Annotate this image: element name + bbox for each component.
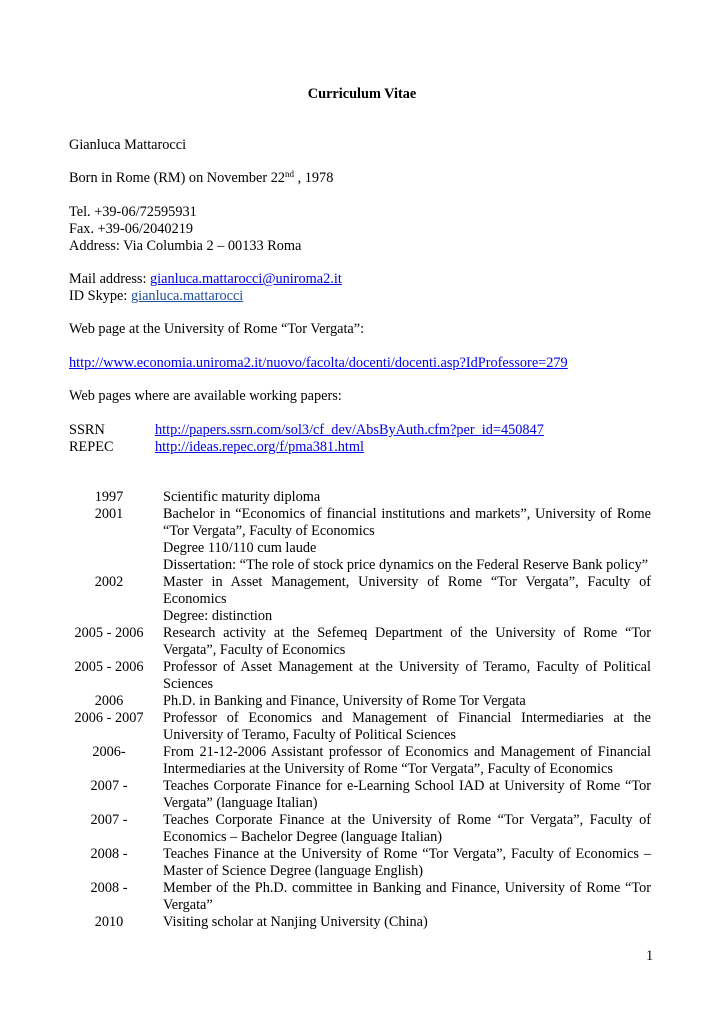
page-number: 1: [646, 948, 654, 964]
timeline-description: [163, 574, 651, 625]
full-name: [69, 137, 669, 154]
timeline-line: Bachelor in “Economics of financial institutions and markets”, University of Rome “Tor Vergata”, Faculty of Economics: [163, 506, 651, 539]
skype-link[interactable]: gianluca.mattarocci: [130, 288, 244, 304]
timeline-description: [163, 744, 651, 778]
timeline-year: 2006-: [92, 744, 126, 760]
document-title: Curriculum Vitae: [307, 86, 417, 102]
working-paper-row: [69, 439, 669, 456]
timeline-row: [69, 506, 651, 574]
timeline-year: 2007 -: [90, 778, 128, 794]
timeline-year: 2002: [94, 574, 124, 590]
telephone: Tel. +39-06/72595931: [69, 204, 197, 220]
webpage-label-text: Web page at the University of Rome “Tor Vergata”:: [69, 321, 365, 337]
timeline-year: 2005 - 2006: [74, 625, 144, 641]
timeline-description: [163, 880, 651, 914]
mail-link[interactable]: gianluca.mattarocci@uniroma2.it: [150, 271, 342, 287]
timeline-line: Visiting scholar at Nanjing University (China): [163, 914, 428, 930]
working-paper-link[interactable]: http://papers.ssrn.com/sol3/cf_dev/AbsByAuth.cfm?per_id=450847: [155, 422, 544, 438]
timeline-year: 2001: [94, 506, 124, 522]
timeline-line: Degree 110/110 cum laude: [163, 540, 317, 556]
timeline-year: 1997: [94, 489, 124, 505]
online-contacts: [69, 271, 669, 305]
address: Address: Via Columbia 2 – 00133 Roma: [69, 238, 302, 254]
timeline-description: [163, 846, 651, 880]
timeline-line: Master in Asset Management, University of Rome “Tor Vergata”, Faculty of Economics: [163, 574, 651, 607]
timeline-line: Degree: distinction: [163, 608, 273, 624]
timeline-row: [69, 574, 651, 625]
timeline-description: [163, 914, 651, 931]
timeline-description: [163, 659, 651, 693]
timeline-line: Research activity at the Sefemeq Department of the University of Rome “Tor Vergata”, Faculty of Economics: [163, 625, 651, 658]
timeline-row: [69, 659, 651, 693]
timeline-description: [163, 710, 651, 744]
working-paper-source: REPEC: [69, 439, 114, 455]
working-papers-label: [69, 388, 669, 405]
timeline-row: [69, 693, 651, 710]
timeline-description: [163, 778, 651, 812]
timeline-year: 2006 - 2007: [74, 710, 144, 726]
birth-text: Born in Rome (RM) on November 22: [69, 170, 286, 186]
timeline-line: Teaches Corporate Finance for e-Learning School IAD at University of Rome “Tor Vergata” (language Italian): [163, 778, 651, 811]
timeline-row: [69, 914, 651, 931]
timeline-line: Teaches Finance at the University of Rome “Tor Vergata”, Faculty of Economics – Master of Science Degree (language English): [163, 846, 651, 879]
working-paper-source: SSRN: [69, 422, 105, 438]
timeline-line: Member of the Ph.D. committee in Banking and Finance, University of Rome “Tor Vergata”: [163, 880, 651, 913]
timeline-line: From 21-12-2006 Assistant professor of Economics and Management of Financial Intermediaries at the University of Rome “Tor Vergata”, Faculty of Economics: [163, 744, 651, 777]
timeline-description: [163, 812, 651, 846]
timeline-line: Teaches Corporate Finance at the University of Rome “Tor Vergata”, Faculty of Economics – Bachelor Degree (language Italian): [163, 812, 651, 845]
webpage-url: [69, 355, 669, 372]
birth-info: [69, 170, 669, 187]
timeline-year: 2006: [94, 693, 124, 709]
skype-label: ID Skype:: [69, 288, 131, 304]
timeline-row: [69, 812, 651, 846]
timeline-year: 2008 -: [90, 846, 128, 862]
mail-label: Mail address:: [69, 271, 150, 287]
timeline-year: 2010: [94, 914, 124, 930]
timeline-line: Ph.D. in Banking and Finance, University of Rome Tor Vergata: [163, 693, 526, 709]
timeline-description: [163, 489, 651, 506]
timeline-row: [69, 778, 651, 812]
timeline-row: [69, 489, 651, 506]
timeline-line: Scientific maturity diploma: [163, 489, 321, 505]
timeline-row: [69, 880, 651, 914]
fax: Fax. +39-06/2040219: [69, 221, 194, 237]
timeline-line: Professor of Economics and Management of Financial Intermediaries at the University of Teramo, Faculty of Political Sciences: [163, 710, 651, 743]
birth-ordinal: nd: [285, 169, 295, 179]
timeline-line: Professor of Asset Management at the University of Teramo, Faculty of Political Sciences: [163, 659, 651, 692]
birth-year: , 1978: [294, 170, 334, 186]
working-paper-link[interactable]: http://ideas.repec.org/f/pma381.html: [155, 439, 364, 455]
timeline-description: [163, 693, 651, 710]
webpage-label: [69, 321, 669, 338]
timeline-row: [69, 744, 651, 778]
timeline-row: [69, 710, 651, 744]
name-text: Gianluca Mattarocci: [69, 137, 187, 153]
working-papers-label-text: Web pages where are available working papers:: [69, 388, 342, 404]
timeline-year: 2005 - 2006: [74, 659, 144, 675]
contact-block: [69, 204, 669, 255]
timeline-year: 2008 -: [90, 880, 128, 896]
timeline-description: [163, 506, 651, 574]
career-timeline: [69, 489, 651, 931]
timeline-description: [163, 625, 651, 659]
working-paper-row: [69, 422, 669, 439]
timeline-row: [69, 846, 651, 880]
timeline-row: [69, 625, 651, 659]
working-papers-list: [69, 422, 669, 456]
timeline-year: 2007 -: [90, 812, 128, 828]
timeline-line: Dissertation: “The role of stock price dynamics on the Federal Reserve Bank policy”: [163, 557, 649, 573]
university-webpage-link[interactable]: http://www.economia.uniroma2.it/nuovo/facolta/docenti/docenti.asp?IdProfessore=279: [69, 355, 568, 371]
